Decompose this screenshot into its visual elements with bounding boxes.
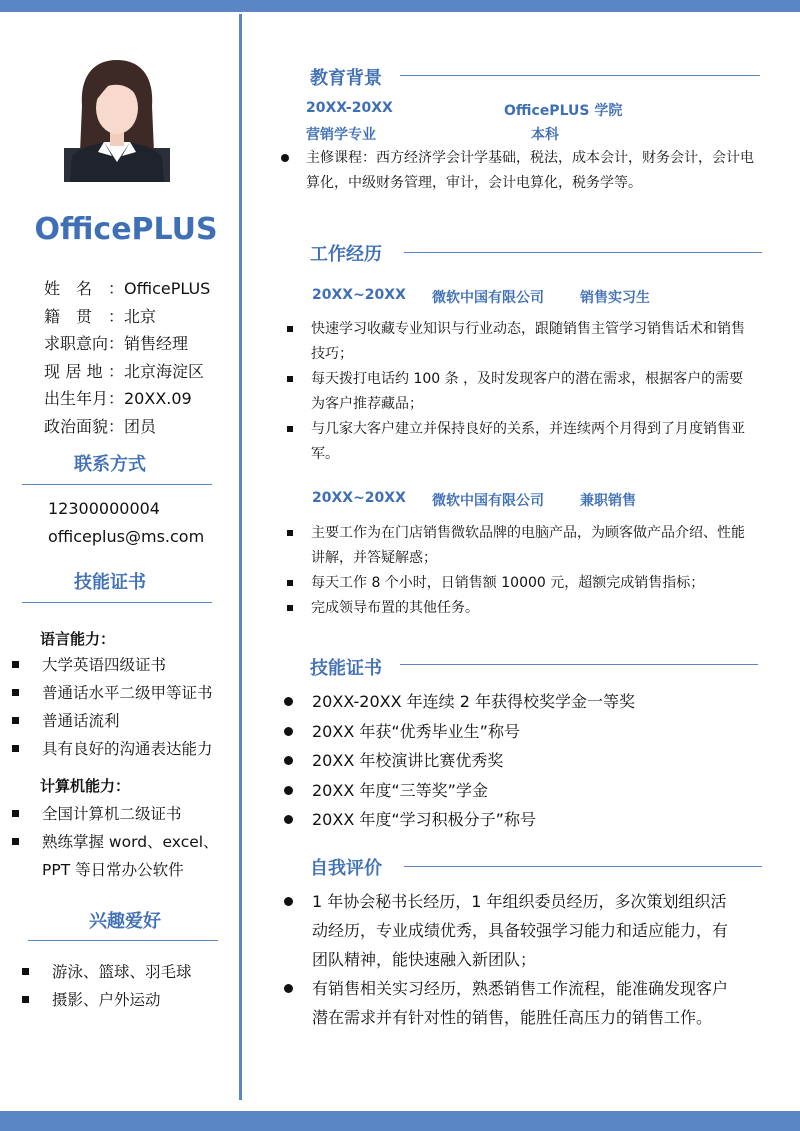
bullet-dot-icon — [284, 984, 293, 993]
education-major: 营销学专业 — [306, 127, 376, 143]
list-item: 20XX 年度“三等奖”学金 — [284, 776, 754, 806]
list-item: 每天拨打电话约 100 条 ，及时发现客户的潜在需求，根据客户的需要为客户推荐藏品； — [287, 367, 757, 417]
list-item: 20XX 年获“优秀毕业生”称号 — [284, 717, 754, 747]
info-row-birth — [44, 385, 210, 413]
work-divider — [404, 252, 762, 253]
contact-divider — [22, 484, 212, 485]
bullet-dot-icon — [281, 154, 289, 162]
education-courses: 主修课程：西方经济学会计学基础，税法，成本会计，财务会计，会计电算化，中级财务管理，审计，会计电算化，税务学等。 — [306, 150, 754, 191]
job-duties-list — [287, 521, 757, 621]
square-bullet-icon — [287, 376, 293, 382]
bullet-dot-icon — [284, 697, 293, 706]
info-row-political — [44, 413, 210, 441]
top-band — [0, 0, 800, 12]
avatar — [64, 56, 170, 182]
square-bullet-icon — [287, 426, 293, 432]
computer-subheading: 计算机能力： — [40, 777, 131, 795]
info-value: 20XX.09 — [124, 389, 192, 408]
education-degree: 本科 — [531, 127, 559, 143]
info-value: 团员 — [124, 416, 157, 436]
list-item: 大学英语四级证书 — [12, 651, 238, 679]
self-eval-divider — [404, 866, 762, 867]
bullet-dot-icon — [284, 727, 293, 736]
language-subheading: 语言能力： — [40, 630, 116, 648]
info-row-residence — [44, 358, 210, 386]
info-label: 籍贯： — [44, 306, 124, 326]
square-bullet-icon — [12, 838, 19, 845]
info-label: 姓名： — [44, 279, 124, 298]
list-item: 普通话水平二级甲等证书 — [12, 679, 238, 707]
awards-heading: 技能证书 — [310, 658, 382, 679]
list-item: 熟练掌握 word、excel、PPT 等日常办公软件 — [12, 828, 222, 884]
list-item: 20XX 年校演讲比赛优秀奖 — [284, 746, 754, 776]
square-bullet-icon — [12, 810, 19, 817]
square-bullet-icon — [12, 689, 19, 696]
list-item: 与几家大客户建立并保持良好的关系，并连续两个月得到了月度销售亚军。 — [287, 417, 757, 467]
list-item: 快速学习收藏专业知识与行业动态，跟随销售主管学习销售话术和销售技巧； — [287, 317, 757, 367]
list-item: 摄影、户外运动 — [22, 986, 232, 1014]
job-company: 微软中国有限公司 — [432, 493, 544, 509]
list-item: 20XX-20XX 年连续 2 年获得校奖学金一等奖 — [284, 687, 754, 717]
education-divider — [400, 75, 760, 76]
square-bullet-icon — [22, 996, 29, 1003]
list-item: 有销售相关实习经历，熟悉销售工作流程，能准确发现客户潜在需求并有针对性的销售，能胜任高压力的销售工作。 — [284, 974, 739, 1032]
bullet-dot-icon — [284, 756, 293, 765]
list-item: 1 年协会秘书长经历，1 年组织委员经历，多次策划组织活动经历，专业成绩优秀，具备较强学习能力和适应能力，有团队精神，能快速融入新团队； — [284, 887, 739, 974]
hobbies-heading: 兴趣爱好 — [89, 911, 161, 932]
hobbies-divider — [28, 940, 218, 941]
square-bullet-icon — [287, 530, 293, 536]
skills-heading-left: 技能证书 — [74, 572, 146, 593]
square-bullet-icon — [287, 580, 293, 586]
awards-list — [284, 687, 754, 835]
info-row-objective — [44, 330, 210, 358]
bullet-dot-icon — [284, 815, 293, 824]
language-list — [12, 651, 238, 763]
self-eval-heading: 自我评价 — [310, 858, 382, 879]
square-bullet-icon — [22, 968, 29, 975]
skills-divider-left — [22, 602, 212, 603]
education-heading: 教育背景 — [310, 68, 382, 89]
contact-phone: 12300000004 — [48, 499, 160, 518]
contact-email: officeplus@ms.com — [48, 527, 205, 546]
list-item: 普通话流利 — [12, 707, 238, 735]
info-value: 销售经理 — [124, 334, 189, 353]
job-role: 兼职销售 — [580, 493, 636, 509]
info-value: 北京海淀区 — [124, 361, 205, 381]
list-item: 20XX 年度“学习积极分子”称号 — [284, 805, 754, 835]
square-bullet-icon — [12, 661, 19, 668]
list-item: 全国计算机二级证书 — [12, 800, 222, 828]
info-label: 出生年月： — [44, 389, 125, 408]
profile-name: OfficePLUS — [34, 212, 218, 247]
hobbies-list — [22, 958, 232, 1014]
education-school: OfficePLUS 学院 — [504, 103, 623, 119]
job-company: 微软中国有限公司 — [432, 290, 544, 306]
list-item: 主要工作为在门店销售微软品牌的电脑产品，为顾客做产品介绍、性能讲解，并答疑解惑； — [287, 521, 757, 571]
info-value: 北京 — [124, 306, 157, 326]
info-row-hometown — [44, 303, 210, 331]
computer-list — [12, 800, 222, 884]
work-heading: 工作经历 — [310, 244, 382, 265]
square-bullet-icon — [287, 605, 293, 611]
bottom-band — [0, 1111, 800, 1131]
list-item: 具有良好的沟通表达能力 — [12, 735, 238, 763]
square-bullet-icon — [12, 745, 19, 752]
info-row-name — [44, 275, 210, 303]
personal-info — [44, 275, 210, 440]
column-divider — [239, 14, 242, 1100]
job-period: 20XX~20XX — [312, 490, 406, 506]
education-period: 20XX-20XX — [306, 100, 393, 116]
list-item: 游泳、篮球、羽毛球 — [22, 958, 232, 986]
awards-divider — [400, 664, 758, 665]
info-label: 政治面貌： — [44, 416, 125, 436]
bullet-dot-icon — [284, 786, 293, 795]
info-label: 求职意向： — [44, 334, 125, 353]
list-item: 每天工作 8 个小时，日销售额 10000 元，超额完成销售指标； — [287, 571, 757, 596]
self-eval-list — [284, 887, 739, 1032]
list-item: 完成领导布置的其他任务。 — [287, 596, 757, 621]
info-value: OfficePLUS — [124, 279, 211, 298]
job-role: 销售实习生 — [580, 290, 650, 306]
job-period: 20XX~20XX — [312, 287, 406, 303]
contact-heading: 联系方式 — [74, 454, 146, 475]
square-bullet-icon — [12, 717, 19, 724]
square-bullet-icon — [287, 326, 293, 332]
bullet-dot-icon — [284, 897, 293, 906]
info-label: 现居地： — [44, 361, 124, 381]
job-duties-list — [287, 317, 757, 467]
